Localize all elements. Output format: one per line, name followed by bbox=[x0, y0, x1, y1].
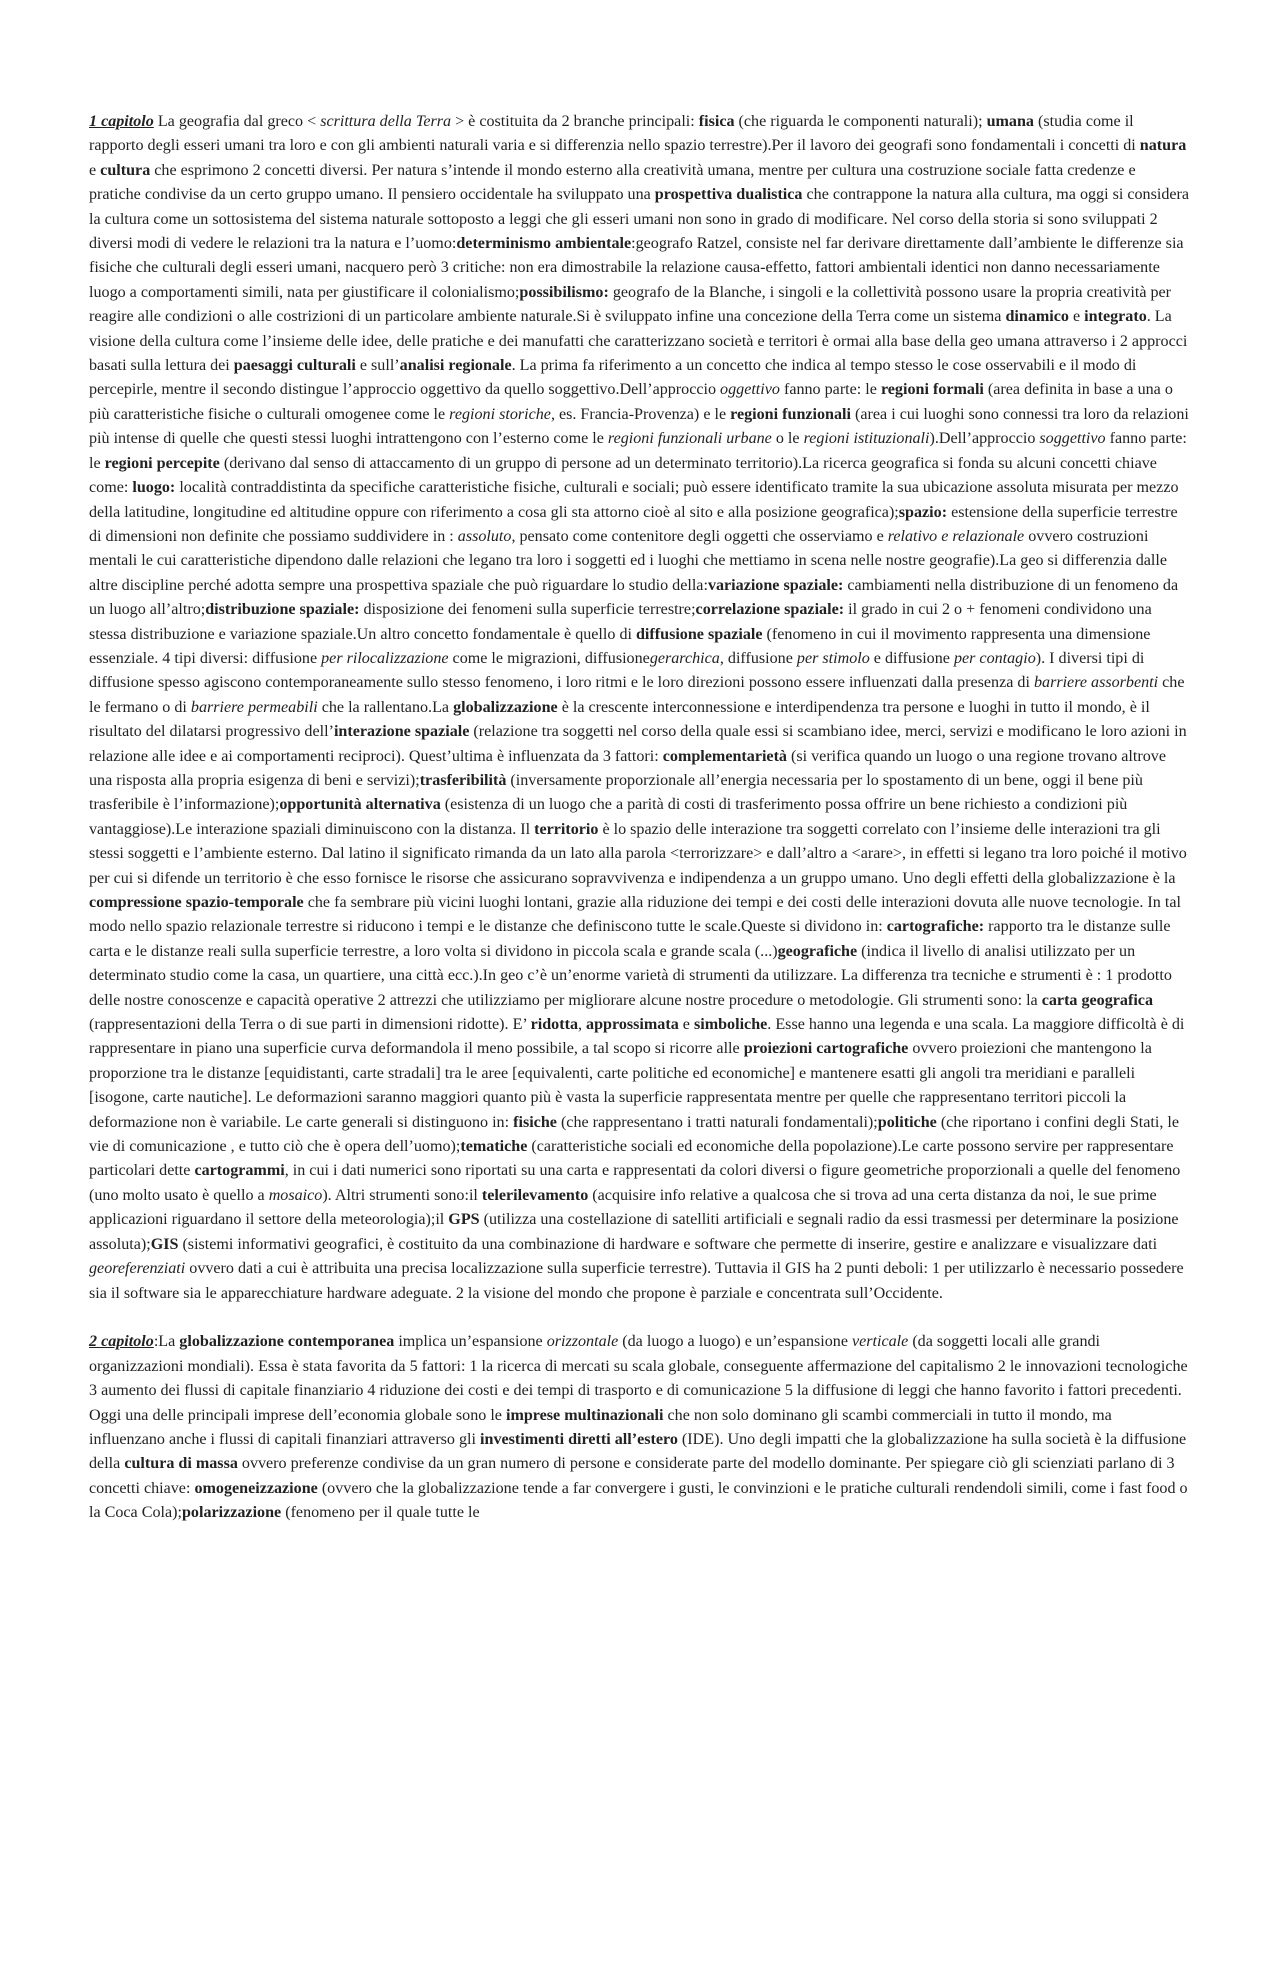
italic-term: per stimolo bbox=[796, 649, 870, 667]
bold-term: cultura bbox=[100, 161, 151, 179]
body-text: (esistenza di un luogo che a parità di costi di trasferimento possa offrire un bene richiesto a condizioni più vantaggiose).Le interazione spaziali diminuiscono con la distanza. Il bbox=[89, 796, 1128, 838]
bold-term: spazio: bbox=[898, 503, 948, 521]
bold-term: politiche bbox=[877, 1113, 937, 1131]
body-text: il grado in cui 2 o + fenomeni condividono una stessa distribuzione e variazione spaziale.Un altro concetto fondamentale è quello di bbox=[89, 601, 1152, 643]
body-text: che non solo dominano gli scambi commerciali in tutto il mondo, ma influenzano anche i flussi di capitali finanziari attraverso gli bbox=[89, 1406, 1112, 1448]
bold-term: trasferibilità bbox=[419, 771, 507, 789]
italic-term: soggettivo bbox=[1039, 430, 1106, 448]
body-text: , bbox=[578, 1016, 587, 1034]
body-text: (studia come il rapporto degli esseri umani tra loro e con gli ambienti naturali varia e si differenzia nello spazio terrestre).Per il lavoro dei geografi sono fondamentali i concetti di bbox=[89, 113, 1140, 155]
body-text: rapporto tra le distanze sulle carta e le distanze reali sulla superficie terrestre, a loro volta si dividono in piccola scala e grande scala (...) bbox=[89, 918, 1171, 960]
body-text: (rappresentazioni della Terra o di sue parti in dimensioni ridotte). E’ bbox=[89, 1016, 531, 1034]
bold-term: ridotta bbox=[530, 1016, 578, 1034]
chapter-1-heading: 1 capitolo bbox=[89, 113, 154, 130]
body-text: estensione della superficie terrestre di dimensioni non definite che possiamo suddividere in : bbox=[89, 503, 1178, 545]
body-text: > è costituita da 2 branche principali: bbox=[451, 113, 699, 130]
italic-term: regioni istituzionali bbox=[803, 430, 930, 448]
body-text: ).Dell’approccio bbox=[929, 430, 1040, 448]
bold-term: cartografiche: bbox=[886, 918, 985, 936]
bold-term: carta geografica bbox=[1041, 991, 1153, 1009]
bold-term: omogeneizzazione bbox=[194, 1479, 318, 1497]
bold-term: paesaggi culturali bbox=[233, 357, 356, 375]
body-text: (relazione tra soggetti nel corso della quale essi si scambiano idee, merci, servizi e modificano le loro azioni in relazione alle idee e ai comportamenti reciproci). Quest’ultima è influenzata da 3 fattori: bbox=[89, 723, 1187, 765]
body-text: . Esse hanno una legenda e una scala. La maggiore difficoltà è di rappresentare in piano una superficie curva deformandola il meno possibile, a tal scopo si ricorre alle bbox=[89, 1016, 1185, 1058]
bold-term: geografiche bbox=[777, 942, 858, 960]
italic-term: oggettivo bbox=[720, 381, 780, 399]
body-text: (che riportano i confini degli Stati, le vie di comunicazione , e tutto ciò che è opera dell’uomo); bbox=[89, 1113, 1180, 1156]
body-text: La geografia dal greco < bbox=[153, 113, 321, 130]
body-text: che esprimono 2 concetti diversi. Per natura s’intende il mondo esterno alla creatività umana, mentre per cultura una costruzione sociale fatta credenze e pratiche condivise da un certo gruppo umano. Il pensiero occidentale ha sviluppato una bbox=[89, 161, 1136, 204]
body-text: ). Altri strumenti sono:il bbox=[322, 1186, 482, 1204]
body-text: località contraddistinta da specifiche caratteristiche fisiche, culturali e sociali; può essere identificato tramite la sua ubicazione assoluta misurata per mezzo della latitudine, longitudine ed altitudine oppure con riferimento a cosa gli sta attorno cioè al sito e alla posizione geografica); bbox=[89, 479, 1179, 521]
body-text: fanno parte: le bbox=[89, 430, 1187, 472]
chapter-1-paragraph bbox=[89, 110, 1191, 1306]
italic-term: regioni storiche bbox=[449, 405, 551, 423]
body-text: geografo de la Blanche, i singoli e la collettività possono usare la propria creatività per reagire alle condizioni o alle costrizioni di un particolare ambiente naturale.Si è sviluppato infine una concezione della Terra come un sistema bbox=[89, 283, 1172, 326]
body-text: (acquisire info relative a qualcosa che si trova ad una certa distanza da noi, le sue prime applicazioni riguardano il settore della meteorologia);il bbox=[89, 1186, 1157, 1229]
body-text: che la rallentano.La bbox=[317, 698, 454, 716]
body-text: e bbox=[678, 1016, 694, 1034]
bold-term: variazione spaziale: bbox=[707, 576, 844, 594]
body-text: , pensato come contenitore degli oggetti che osserviamo e bbox=[511, 527, 888, 545]
body-text: ovvero dati a cui è attribuita una precisa localizzazione sulla superficie terrestre). Tuttavia il GIS ha 2 punti deboli: 1 per utilizzarlo è necessario possedere sia il software sia le apparecchiature hardware adeguate. 2 la visione del mondo che propone è parziale e concentrata sull’Occidente. bbox=[89, 1260, 1184, 1302]
body-text: :geografo Ratzel, consiste nel far derivare direttamente dall’ambiente le differenze sia fisiche che culturali degli esseri umani, nacquero però 3 critiche: non era dimostrabile la relazione causa-effetto, fattori ambientali identici non danno necessariamente luogo a comportamenti simili, nata per giustificare il colonialismo; bbox=[89, 235, 1184, 301]
body-text: implica un’espansione bbox=[394, 1333, 547, 1351]
bold-term: correlazione spaziale: bbox=[695, 601, 845, 619]
bold-term: interazione spaziale bbox=[333, 723, 470, 741]
body-text: (indica il livello di analisi utilizzato per un determinato studio come la casa, un quartiere, una città ecc.).In geo c’è un’enorme varietà di strumenti da utilizzare. La differenza tra tecniche e strumenti è : 1 prodotto delle nostre conoscenze e capacità operative 2 attrezzi che utilizziamo per migliorare alcune nostre procedure o metodologie. Gli strumenti sono: la bbox=[89, 942, 1172, 1009]
body-text: (che rappresentano i tratti naturali fondamentali); bbox=[556, 1113, 878, 1131]
body-text: che le fermano o di bbox=[89, 674, 1185, 716]
body-text: (si verifica quando un luogo o una regione trovano altrove una risposta alla propria esigenza di beni e servizi); bbox=[89, 747, 1166, 789]
bold-term: GPS bbox=[448, 1211, 480, 1229]
bold-term: fisiche bbox=[513, 1113, 557, 1131]
body-text: ). I diversi tipi di diffusione spesso agiscono contemporaneamente sullo stesso fenomeno, i loro ritmi e le loro direzioni possono essere influenzati dalla presenza di bbox=[89, 649, 1145, 692]
bold-term: luogo: bbox=[132, 479, 176, 497]
bold-term: proiezioni cartografiche bbox=[743, 1040, 909, 1058]
body-text: e sull’ bbox=[355, 357, 400, 375]
italic-term: scrittura della Terra bbox=[320, 113, 452, 130]
bold-term: regioni formali bbox=[880, 381, 984, 399]
bold-term: distribuzione spaziale: bbox=[205, 601, 360, 619]
body-text: e bbox=[89, 161, 101, 179]
bold-term: globalizzazione bbox=[453, 698, 558, 716]
body-text: fanno parte: le bbox=[779, 381, 881, 399]
body-text: , es. Francia-Provenza) e le bbox=[550, 405, 731, 423]
italic-term: georeferenziati bbox=[89, 1260, 186, 1278]
bold-term: analisi regionale bbox=[399, 357, 512, 375]
body-text: , diffusione bbox=[719, 649, 797, 667]
body-text: (da soggetti locali alle grandi organizzazioni mondiali). Essa è stata favorita da 5 fattori: 1 la ricerca di mercati su scala globale, conseguente affermazione del capitalismo 2 le innovazioni tecnologiche 3 aumento dei flussi di capitale finanziario 4 riduzione dei costi e dei tempi di trasporto e di comunicazione 5 la diffusione di leggi che hanno favorito i fattori precedenti. Oggi una delle principali imprese dell’economia globale sono le bbox=[89, 1333, 1188, 1424]
bold-term: complementarietà bbox=[662, 747, 787, 765]
body-text: (derivano dal senso di attaccamento di un gruppo di persone ad un determinato territorio).La ricerca geografica si fonda su alcuni concetti chiave come: bbox=[89, 454, 1157, 497]
body-text: (IDE). Uno degli impatti che la globalizzazione ha sulla società è la diffusione della bbox=[89, 1430, 1187, 1473]
body-text: , in cui i dati numerici sono riportati su una carta e rappresentati da colori diversi o figure geometriche proporzionali a quelle del fenomeno (uno molto usato è quello a bbox=[89, 1162, 1181, 1204]
bold-term: tematiche bbox=[460, 1138, 528, 1156]
body-text: ovvero preferenze condivise da un gran numero di persone e considerate parte del modello dominante. Per spiegare ciò gli scienziati parlano di 3 concetti chiave: bbox=[89, 1455, 1175, 1497]
bold-term: possibilismo: bbox=[519, 283, 609, 301]
italic-term: verticale bbox=[852, 1333, 909, 1351]
bold-term: approssimata bbox=[586, 1016, 679, 1034]
bold-term: integrato bbox=[1084, 308, 1147, 326]
bold-term: cultura di massa bbox=[124, 1455, 238, 1473]
body-text: che fa sembrare più vicini luoghi lontani, grazie alla riduzione dei tempi e dei costi delle interazioni dovuta alle nuove tecnologie. In tal modo nello spazio relazionale terrestre si riducono i tempi e le distanze che definiscono tutte le scale.Queste si dividono in: bbox=[89, 894, 1181, 936]
body-text: (area i cui luoghi sono connessi tra loro da relazioni più intense di quelle che questi stessi luoghi intrattengono con l’esterno come le bbox=[89, 405, 1189, 448]
bold-term: opportunità alternativa bbox=[279, 796, 441, 814]
italic-term: barriere assorbenti bbox=[1033, 674, 1159, 692]
body-text: come le migrazioni, diffusione bbox=[448, 649, 650, 667]
bold-term: polarizzazione bbox=[181, 1504, 282, 1522]
body-text: o le bbox=[771, 430, 804, 448]
bold-term: compressione spazio-temporale bbox=[89, 894, 304, 911]
body-text: disposizione dei fenomeni sulla superficie terrestre; bbox=[359, 601, 696, 619]
italic-term: barriere permeabili bbox=[190, 698, 318, 716]
bold-term: simboliche bbox=[693, 1016, 768, 1034]
bold-term: globalizzazione contemporanea bbox=[179, 1333, 395, 1351]
body-text: (utilizza una costellazione di satelliti artificiali e segnali radio da essi trasmessi per determinare la posizione assoluta); bbox=[89, 1211, 1179, 1253]
bold-term: cartogrammi bbox=[194, 1162, 285, 1180]
body-text: (caratteristiche sociali ed economiche della popolazione).Le carte possono servire per rappresentare particolari dette bbox=[89, 1138, 1174, 1180]
bold-term: prospettiva dualistica bbox=[654, 186, 803, 204]
body-text: che contrappone la natura alla cultura, ma oggi si considera la cultura come un sottosistema del sistema naturale sottoposto a leggi che gli esseri umani non sono in grado di modificare. Nel corso della storia si sono sviluppati 2 diversi modi di vedere le relazioni tra la natura e l’uomo: bbox=[89, 186, 1190, 253]
italic-term: regioni funzionali urbane bbox=[607, 430, 772, 448]
body-text: ovvero costruzioni mentali le cui caratteristiche dipendono dalle relazioni che legano tra loro i soggetti ed i luoghi che mettiamo in scena nelle nostre geografie).La geo si differenzia dalle altre discipline perché adotta sempre una prospettiva spaziale che può riguardare lo studio della: bbox=[89, 527, 1168, 594]
italic-term: per rilocalizzazione bbox=[321, 649, 449, 667]
body-text: (fenomeno in cui il movimento rappresenta una dimensione essenziale. 4 tipi diversi: diffusione bbox=[89, 625, 1151, 667]
bold-term: imprese multinazionali bbox=[505, 1406, 664, 1424]
italic-term: gerarchica bbox=[649, 649, 720, 667]
chapter-2-heading: 2 capitolo bbox=[89, 1333, 154, 1351]
chapter-2-paragraph bbox=[89, 1330, 1191, 1525]
italic-term: assoluto bbox=[457, 527, 512, 545]
bold-term: fisica bbox=[698, 113, 735, 130]
body-text: cambiamenti nella distribuzione di un fenomeno da un luogo all’altro; bbox=[89, 576, 1179, 619]
body-text: ovvero proiezioni che mantengono la proporzione tra le distanze [equidistanti, carte stradali] tra le aree [equivalenti, carte politiche ed economiche] e mantenere esatti gli angoli tra meridiani e paralleli [isogone, carte nautiche]. Le deformazioni saranno maggiori quanto più è vasta la superficie rappresentata mentre per quelle che rappresentano territori piccoli la deformazione non è variabile. Le carte generali si distinguono in: bbox=[89, 1040, 1152, 1131]
bold-term: umana bbox=[986, 113, 1034, 130]
italic-term: relativo e relazionale bbox=[887, 527, 1025, 545]
bold-term: territorio bbox=[534, 820, 599, 838]
body-text: (che riguarda le componenti naturali); bbox=[734, 113, 987, 130]
body-text: (inversamente proporzionale all’energia necessaria per lo spostamento di un bene, oggi il bene più trasferibile è l’informazione); bbox=[89, 771, 1143, 814]
body-text: è lo spazio delle interazione tra soggetti correlato con l’insieme delle interazioni tra gli stessi soggetti e l’ambiente esterno. Dal latino il significato rimanda da un lato alla parola <terrorizzare> e dall’altro a <arare>, in effetti si legano tra loro poiché il motivo per cui si difende un territorio è che esso fornisce le risorse che assicurano sopravvivenza e indipendenza a un gruppo umano. Uno degli effetti della globalizzazione è la bbox=[89, 820, 1187, 887]
body-text: e diffusione bbox=[869, 649, 954, 667]
bold-term: investimenti diretti all’estero bbox=[480, 1430, 678, 1448]
body-text: (fenomeno per il quale tutte le bbox=[281, 1504, 480, 1522]
bold-term: natura bbox=[1139, 137, 1187, 155]
body-text: . La visione della cultura come l’insieme delle idee, delle pratiche e dei manufatti che caratterizzano società e territori è ormai alla base della geo umana attraverso i 2 approcci basati sulla lettura dei bbox=[89, 308, 1188, 375]
bold-term: regioni percepite bbox=[104, 454, 220, 472]
body-text: e bbox=[1068, 308, 1085, 326]
bold-term: diffusione spaziale bbox=[635, 625, 763, 643]
body-text: è la crescente interconnessione e interdipendenza tra persone e luoghi in tutto il mondo, è il risultato del dilatarsi progressivo dell’ bbox=[89, 698, 1150, 741]
body-text: (da luogo a luogo) e un’espansione bbox=[618, 1333, 852, 1351]
italic-term: mosaico bbox=[268, 1186, 323, 1204]
bold-term: regioni funzionali bbox=[730, 405, 851, 423]
body-text: (area definita in base a una o più caratteristiche fisiche o culturali omogenee come le bbox=[89, 381, 1173, 423]
italic-term: per contagio bbox=[953, 649, 1036, 667]
body-text: :La bbox=[153, 1333, 180, 1351]
body-text: . La prima fa riferimento a un concetto che indica al tempo stesso le cose osservabili e il modo di percepirle, mentre il secondo distingue l’approccio oggettivo da quello soggettivo.Dell’approccio bbox=[89, 357, 1137, 399]
body-text: (ovvero che la globalizzazione tende a far convergere i gusti, le convinzioni e le pratiche culturali rendendoli simili, come i fast food o la Coca Cola); bbox=[89, 1479, 1188, 1522]
bold-term: GIS bbox=[150, 1235, 179, 1253]
bold-term: determinismo ambientale bbox=[456, 235, 632, 253]
bold-term: telerilevamento bbox=[481, 1186, 589, 1204]
italic-term: orizzontale bbox=[546, 1333, 619, 1351]
body-text: (sistemi informativi geografici, è costituito da una combinazione di hardware e software che permette di inserire, gestire e analizzare e visualizzare dati bbox=[178, 1235, 1158, 1253]
bold-term: dinamico bbox=[1005, 308, 1069, 326]
